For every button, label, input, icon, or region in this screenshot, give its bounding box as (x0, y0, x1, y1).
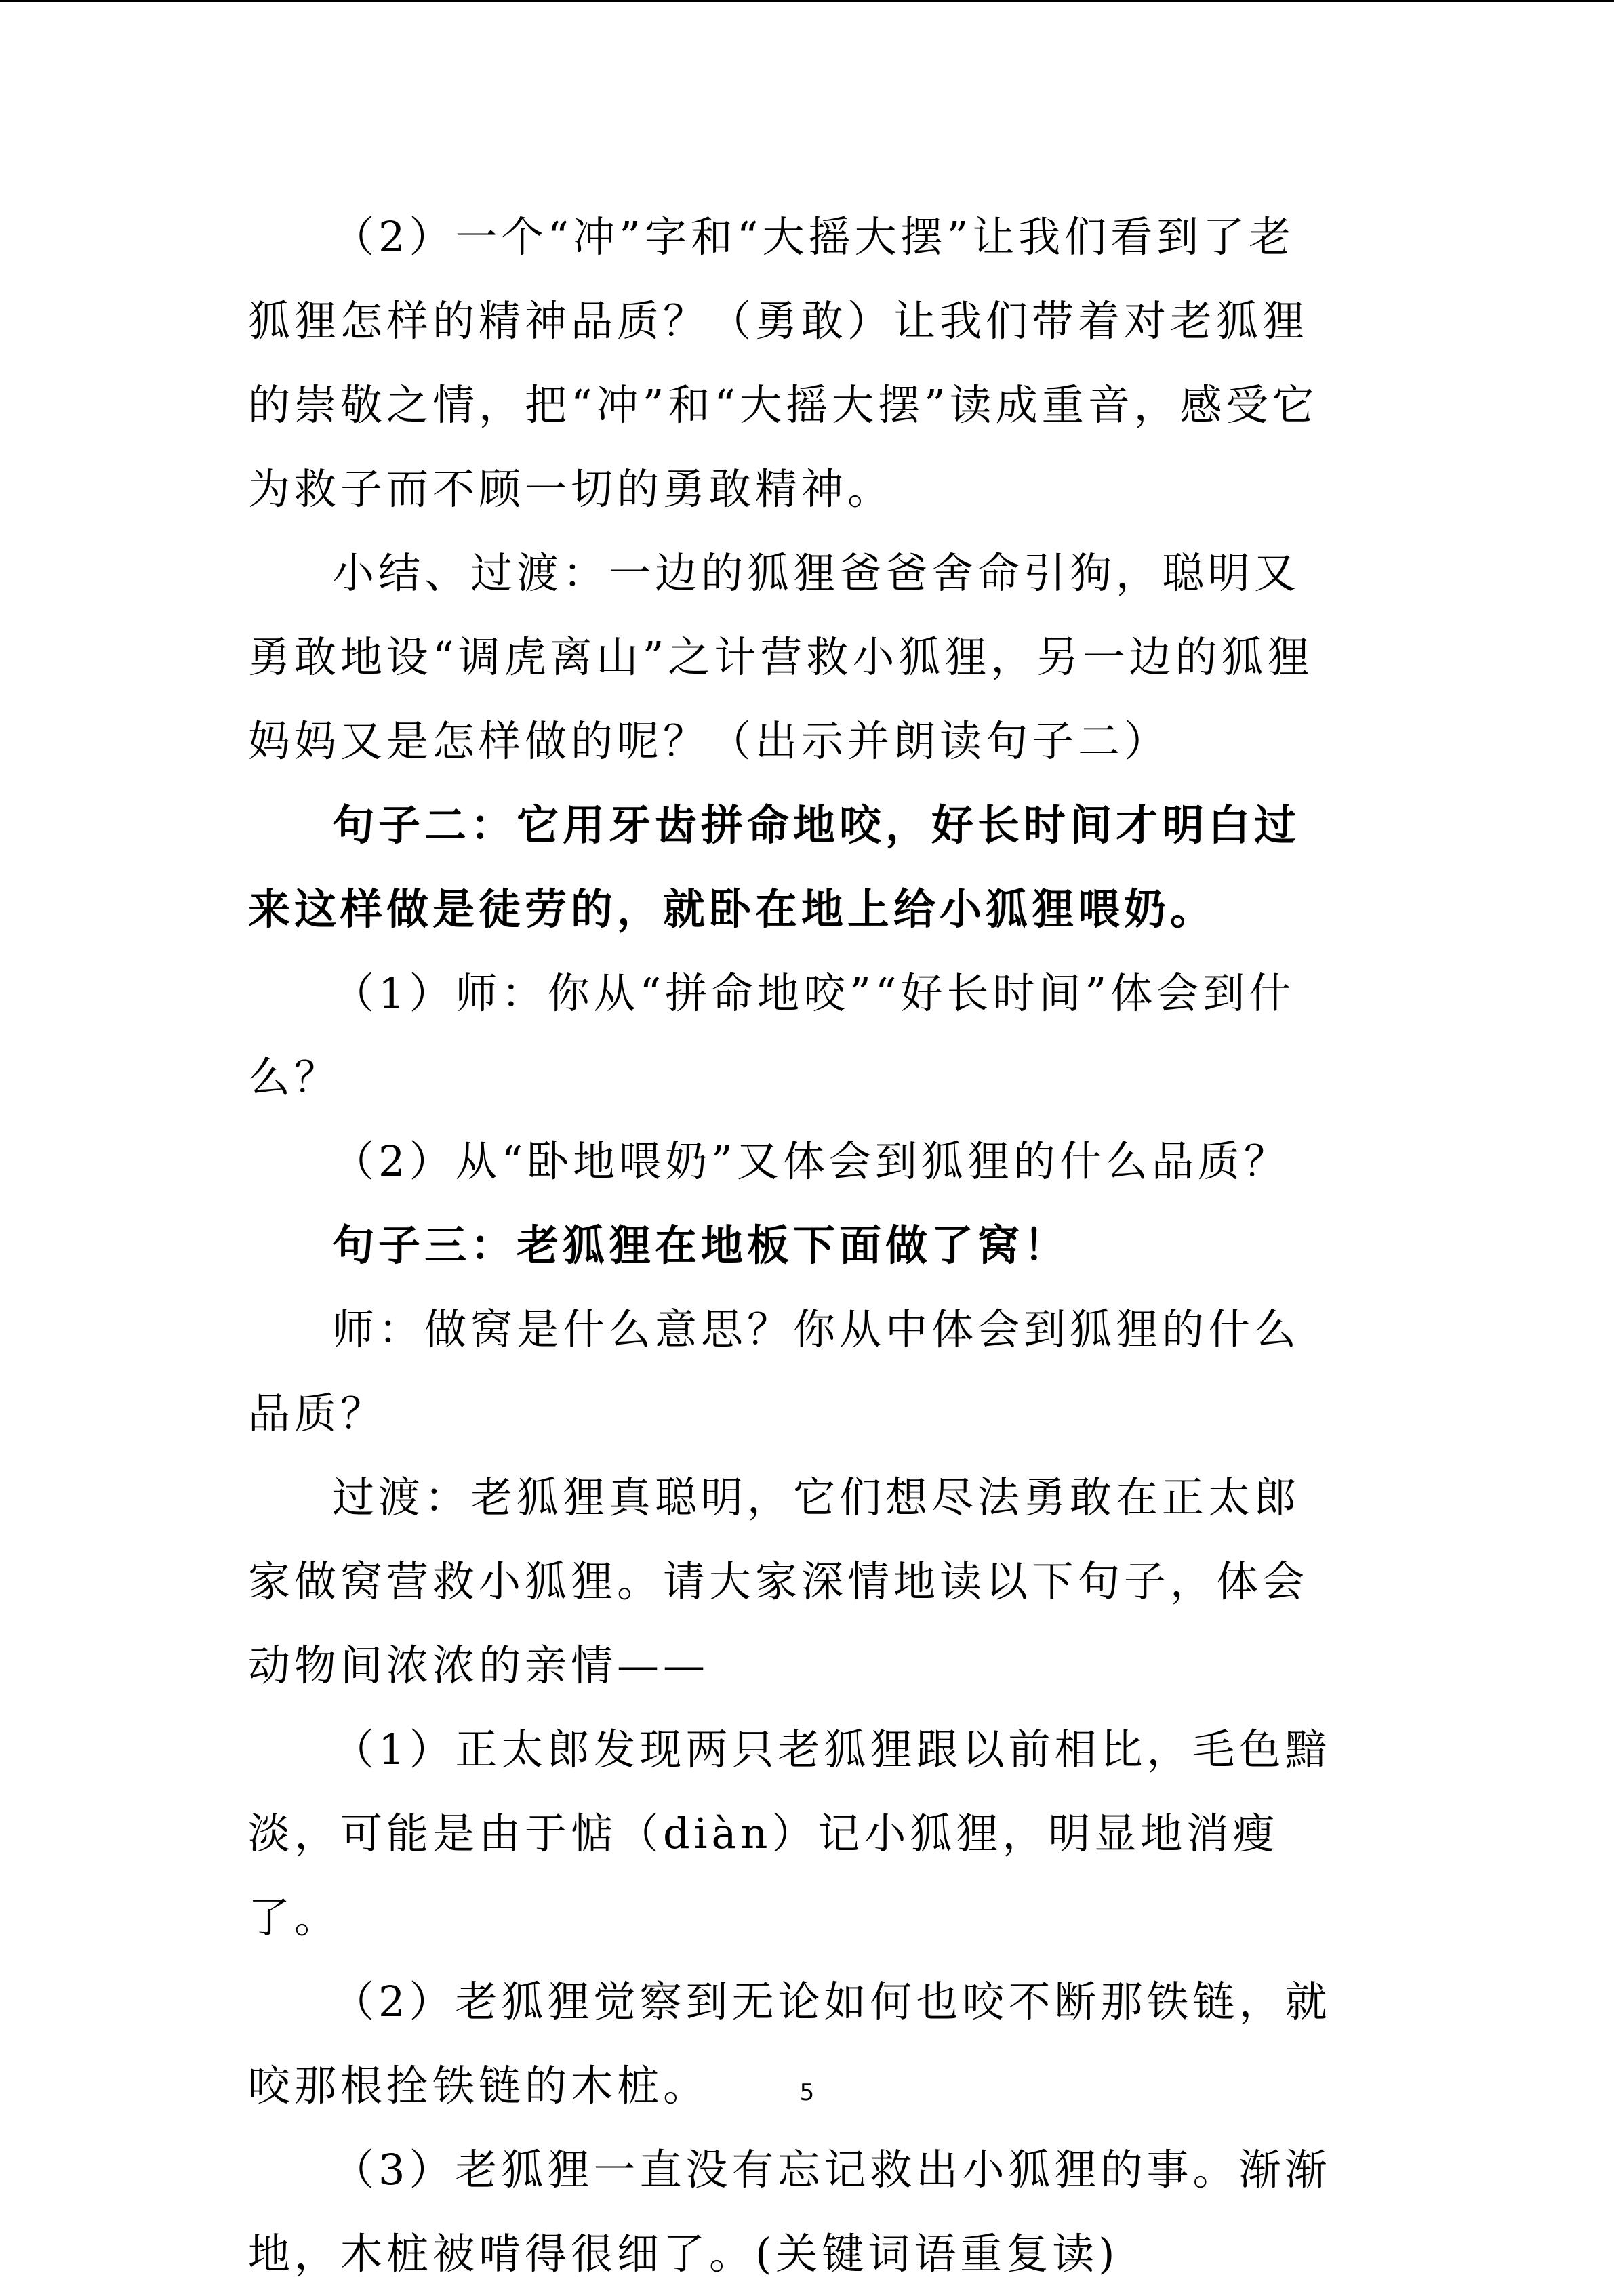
paragraph-reading-item-1: （1）正太郎发现两只老狐狸跟以前相比，毛色黯淡，可能是由于惦（diàn）记小狐狸，明显地消瘦了。 (248, 1725, 1331, 1942)
top-border-line (0, 0, 1614, 2)
paragraph-question-2-nursing: （2）从“卧地喂奶”又体会到狐狸的什么品质？ (332, 1136, 1290, 1186)
paragraph-transition-reading: 过渡：老狐狸真聪明，它们想尽法勇敢在正太郎家做窝营救小狐狸。请大家深情地读以下句子，体会动物间浓浓的亲情—— (248, 1473, 1309, 1690)
paragraph-question-1-biting: （1）师：你从“拼命地咬”“好长时间”体会到什么？ (248, 968, 1295, 1102)
paragraph-summary-transition: 小结、过渡：一边的狐狸爸爸舍命引狗，聪明又勇敢地设“调虎离山”之计营救小狐狸，另一边的狐狸妈妈又是怎样做的呢？（出示并朗读句子二） (248, 548, 1314, 766)
page-number: 5 (799, 2079, 815, 2106)
paragraph-sentence-two: 句子二：它用牙齿拼命地咬，好长时间才明白过来这样做是徒劳的，就卧在地上给小狐狸喂奶。 (248, 800, 1301, 934)
paragraph-reading-item-2: （2）老狐狸觉察到无论如何也咬不断那铁链，就咬那根拴铁链的木桩。 (248, 1977, 1331, 2110)
paragraph-sentence-three: 句子三：老狐狸在地板下面做了窝！ (332, 1221, 1070, 1270)
paragraph-question-2-bravery: （2）一个“冲”字和“大摇大摆”让我们看到了老狐狸怎样的精神品质？（勇敢）让我们带着对老狐狸的崇敬之情，把“冲”和“大摇大摆”读成重音，感受它为救子而不顾一切的勇敢精神。 (248, 212, 1318, 514)
paragraph-reading-item-3: （3）老狐狸一直没有忘记救出小狐狸的事。渐渐地，木桩被啃得很细了。(关键词语重复读) (248, 2145, 1331, 2278)
document-body (248, 195, 1333, 2296)
paragraph-teacher-question: 师：做窝是什么意思？你从中体会到狐狸的什么品质？ (248, 1305, 1301, 1438)
